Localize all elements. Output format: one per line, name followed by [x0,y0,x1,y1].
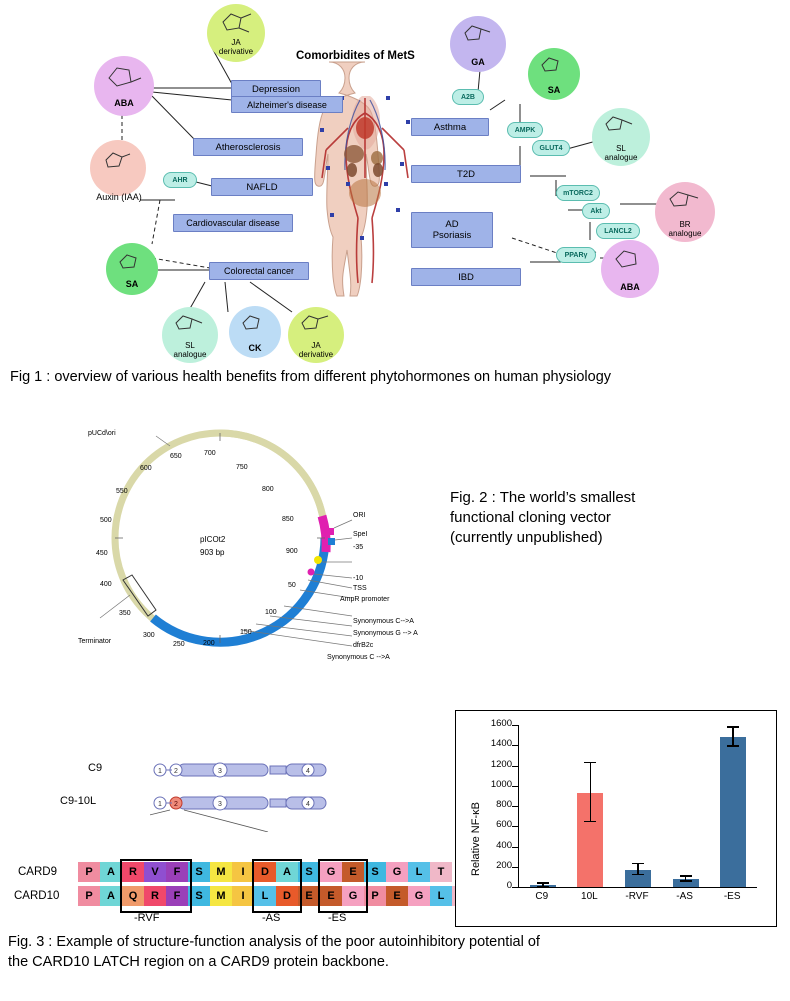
chart-error-cap [537,886,549,888]
chart-x-tick: -RVF [625,891,649,902]
plasmid-tick-50: 50 [288,582,296,589]
chart-y-tick: 600 [496,819,512,831]
chart-x-tick: 10L [581,891,598,902]
figure3-caption [8,932,788,972]
plasmid-annotation-minus35: -35 [353,544,364,551]
hormone-label-aba-right: ABA [620,282,640,292]
node-glut4: GLUT4 [532,140,570,156]
hormone-sl-analogue-bottom [162,307,218,363]
hormone-label-ja-bottom: JA [311,341,321,350]
chart-error-cap [632,863,644,865]
svg-text:2: 2 [174,768,178,775]
figure3-caption-line1: Fig. 3 : Example of structure-function analysis of the poor autoinhibitory potential of [8,934,540,950]
figure2-caption-line2: functional cloning vector [450,509,611,526]
plasmid-tick-150: 150 [240,629,252,636]
residue: P [364,886,386,906]
residue: E [320,886,342,906]
chart-error-bar [590,763,592,822]
svg-text:3: 3 [218,768,222,775]
hormone-label-sl: SL [185,341,195,350]
figure2-caption [450,488,770,548]
plasmid-tick-200: 200 [203,640,215,647]
residue: I [232,862,254,882]
hormone-sublabel-derivative-bottom: derivative [298,350,334,359]
hormone-label-aba-left: ABA [114,98,134,108]
residue: S [188,886,210,906]
node-lancl2: LANCL2 [596,223,640,239]
chart-error-cap [727,726,739,728]
chart-error-cap [584,821,596,823]
plasmid-annotation-syn-ca-2: Synonymous C -->A [327,654,390,661]
plasmid-tick-300: 300 [143,632,155,639]
residue: L [254,886,276,906]
residue: D [254,862,276,882]
disease-atherosclerosis: Atherosclerosis [193,138,303,156]
figure2-caption-line3: (currently unpublished) [450,529,603,546]
chart-plot-area [518,725,757,888]
disease-colorectal-cancer: Colorectal cancer [209,262,309,280]
mutation-label-as: -AS [262,912,281,924]
residue: R [144,886,166,906]
residue: P [78,862,100,882]
residue: L [430,886,452,906]
chart-y-tick: 1600 [490,718,512,729]
disease-ibd: IBD [411,268,521,286]
nfkb-bar-chart [455,710,777,927]
hormone-ck [229,306,281,358]
chart-x-tick: -ES [723,891,741,902]
plasmid-tick-850: 850 [282,516,294,523]
hormone-ja-derivative-bottom [288,307,344,363]
mutation-box-rvf [120,859,192,913]
plasmid-tick-800: 800 [262,486,274,493]
disease-ad-label: AD [445,219,459,230]
plasmid-name: pICOt2 [200,535,226,544]
construct-label-c9-10l: C9-10L [60,795,97,807]
plasmid-annotation-ori: ORI [353,512,366,519]
residue: A [100,862,122,882]
disease-nafld: NAFLD [211,178,313,196]
svg-text:2: 2 [174,801,178,808]
chart-error-cap [727,745,739,747]
chart-x-tick: -AS [676,891,693,902]
svg-text:3: 3 [218,801,222,808]
residue: E [298,886,320,906]
mutation-box-es [318,859,368,913]
plasmid-tick-550: 550 [116,488,128,495]
chart-y-tick: 1000 [490,778,512,790]
svg-text:4: 4 [306,801,310,808]
plasmid-annotation-tss: TSS [353,585,367,592]
residue: G [408,886,430,906]
residue: S [298,862,320,882]
figure-2 [0,420,790,680]
hormone-br-analogue [655,182,715,242]
plasmid-tick-900: 900 [286,548,298,555]
hormone-sublabel-analogue-right: analogue [604,153,638,162]
plasmid-tick-600: 600 [140,465,152,472]
plasmid-annotation-spei: SpeI [353,531,368,538]
construct-diagrams [150,752,400,832]
hormone-sl-analogue-right [592,108,650,166]
chart-error-cap [632,874,644,876]
residue: M [210,886,232,906]
mutation-label-rvf: -RVF [134,912,160,924]
hormone-aba-left [94,56,154,116]
residue: S [364,862,386,882]
figure2-caption-line1: Fig. 2 : The world’s smallest [450,489,636,506]
chart-error-cap [680,880,692,882]
hormone-label-ck: CK [248,343,262,353]
chart-y-axis-title: Relative NF-κB [470,802,482,876]
chart-y-tick: 800 [496,799,512,810]
chart-y-tick: 0 [506,880,512,891]
figure3-caption-line2: the CARD10 LATCH region on a CARD9 protein backbone. [8,954,389,970]
residue: E [386,886,408,906]
plasmid-tick-400: 400 [100,581,112,588]
hormone-sa-left [106,243,158,295]
residue: G [342,886,364,906]
disease-t2d: T2D [411,165,521,183]
hormone-auxin-iaa [90,140,146,196]
residue: R [122,862,144,882]
plasmid-annotation-syn-ca: Synonymous C-->A [353,618,414,625]
plasmid-ori-label: pUCd\ori [88,430,116,437]
residue: E [342,862,364,882]
chart-bar [720,737,746,887]
hormone-sublabel-analogue: analogue [173,350,207,359]
chart-error-bar [732,728,734,747]
plasmid-tick-350: 350 [119,610,131,617]
hormone-sublabel-derivative: derivative [218,47,254,56]
residue: A [100,886,122,906]
figure1-title: Comorbidites of MetS [296,50,415,62]
hormone-label-auxin: Auxin (IAA) [96,192,142,202]
plasmid-tick-500: 500 [100,517,112,524]
residue: D [276,886,298,906]
hormone-ga [450,16,506,72]
hormone-aba-right [601,240,659,298]
node-ahr: AHR [163,172,197,188]
plasmid-tick-700: 700 [204,450,216,457]
hormone-sublabel-analogue-br: analogue [668,229,702,238]
node-akt: Akt [582,203,610,219]
residue: V [144,862,166,882]
plasmid-size: 903 bp [200,548,225,557]
hormone-label-sl-right: SL [616,144,626,153]
residue: Q [122,886,144,906]
plasmid-annotation-syn-ga: Synonymous G --> A [353,630,418,637]
figure-3 [0,700,790,970]
chart-error-cap [537,882,549,884]
sequence-row-label-card9: CARD9 [18,866,57,878]
plasmid-tick-100: 100 [265,609,277,616]
residue: T [430,862,452,882]
plasmid-annotation-ampr-promoter: AmpR promoter [340,596,390,603]
hormone-label-ga: GA [471,57,485,67]
residue: A [276,862,298,882]
mutation-box-as [252,859,302,913]
residue: M [210,862,232,882]
plasmid-annotation-minus10: -10 [353,575,364,582]
plasmid-tick-250: 250 [173,641,185,648]
construct-label-c9: C9 [88,762,103,774]
chart-y-tick: 200 [496,859,512,871]
residue: S [188,862,210,882]
svg-text:4: 4 [306,768,310,775]
figure1-caption: Fig 1 : overview of various health benefits from different phytohormones on human physiology [10,369,612,385]
svg-text:1: 1 [158,768,162,775]
plasmid-tick-750: 750 [236,464,248,471]
node-mtorc2: mTORC2 [556,185,600,201]
chart-error-cap [584,762,596,764]
disease-alzheimer: Alzheimer's disease [231,96,343,113]
disease-ad-psoriasis [411,212,493,248]
residue: G [320,862,342,882]
plasmid-annotation-dfrb2c: dfrB2c [353,642,374,649]
chart-y-tick: 1400 [490,738,512,750]
chart-y-tick: 400 [496,839,512,851]
residue: P [78,886,100,906]
plasmid-annotation-terminator: Terminator [78,638,112,645]
chart-y-tick: 1200 [490,758,512,770]
residue: I [232,886,254,906]
disease-depression: Depression [231,80,321,98]
hormone-label-ja: JA [231,38,241,47]
node-ppar-gamma: PPARγ [556,247,596,263]
hormone-label-sa-left: SA [125,279,139,289]
plasmid-tick-450: 450 [96,550,108,557]
sequence-row-label-card10: CARD10 [14,890,60,902]
disease-cardiovascular: Cardiovascular disease [173,214,293,232]
node-a2b: A2B [452,89,484,105]
node-ampk: AMPK [507,122,543,138]
hormone-ja-derivative-top [207,4,265,62]
hormone-sa-right [528,48,580,100]
chart-x-tick: C9 [535,891,549,902]
residue: L [408,862,430,882]
residue: G [386,862,408,882]
figure-1 [0,0,790,385]
hormone-label-br: BR [679,220,691,229]
chart-error-cap [680,875,692,877]
mutation-label-es: -ES [328,912,347,924]
disease-asthma: Asthma [411,118,489,136]
plasmid-tick-650: 650 [170,453,182,460]
residue: F [166,862,188,882]
residue: F [166,886,188,906]
disease-psoriasis-label: Psoriasis [432,230,472,241]
hormone-label-sa-right: SA [547,85,561,95]
svg-text:1: 1 [158,801,162,808]
plasmid-map [60,420,400,670]
